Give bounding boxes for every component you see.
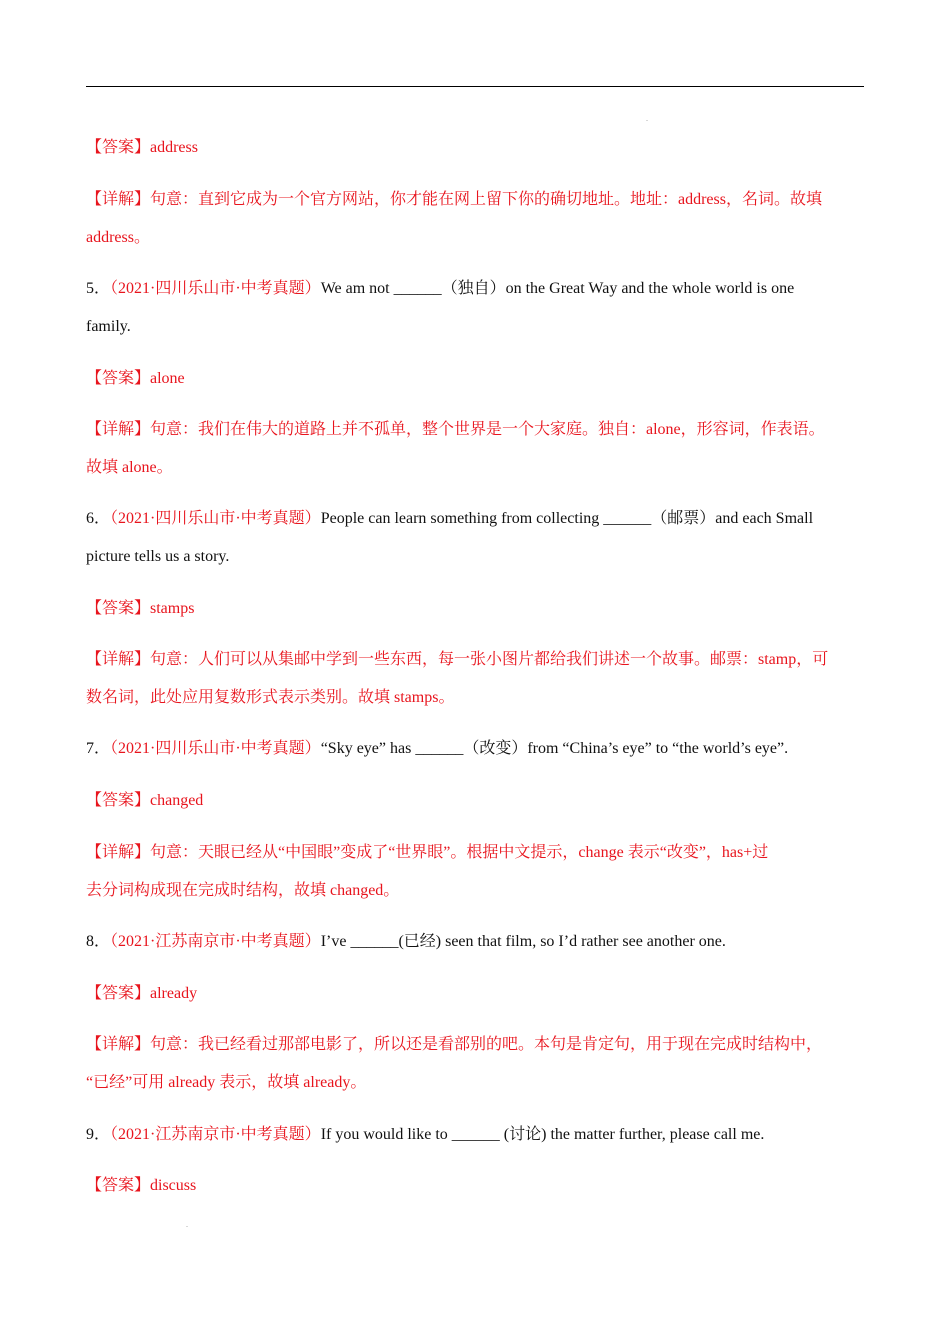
detail-line: 数名词，此处应用复数形式表示类别。故填 stamps。 [86, 689, 455, 706]
question-source: （2021·四川乐山市·中考真题） [110, 740, 321, 757]
question-line: picture tells us a story. [86, 548, 230, 565]
question-source: （2021·四川乐山市·中考真题） [110, 510, 321, 527]
answer-line: 【答案】changed [86, 792, 204, 809]
stray-mark: . [646, 114, 648, 123]
detail-line: 去分词构成现在完成时结构，故填 changed。 [86, 882, 400, 899]
answer-line: 【答案】discuss [86, 1177, 197, 1194]
detail-line: 【详解】句意：我们在伟大的道路上并不孤单，整个世界是一个大家庭。独自：alone，形容词，作表语。 [86, 421, 825, 438]
question-line [86, 739, 866, 759]
question-number: 7． [86, 740, 111, 757]
question-source: （2021·江苏南京市·中考真题） [110, 933, 321, 950]
question-text: I’ve ______(已经) seen that film, so I’d rather see another one. [320, 933, 726, 950]
question-source: （2021·四川乐山市·中考真题） [110, 280, 321, 297]
question-line [86, 932, 866, 952]
question-number: 5． [86, 280, 111, 297]
question-source: （2021·江苏南京市·中考真题） [110, 1126, 321, 1143]
header-rule [86, 86, 864, 87]
question-number: 6． [86, 510, 111, 527]
question-line: family. [86, 318, 131, 335]
detail-line: address。 [86, 229, 150, 246]
detail-line: 【详解】句意：天眼已经从“中国眼”变成了“世界眼”。根据中文提示，change 表示“改变”，has+过 [86, 844, 769, 861]
question-text: If you would like to ______ (讨论) the matter further, please call me. [320, 1126, 765, 1143]
question-text: We am not ______（独自）on the Great Way and the whole world is one [320, 280, 795, 297]
question-line [86, 1125, 866, 1145]
answer-line: 【答案】stamps [86, 600, 195, 617]
answer-line: 【答案】address [86, 139, 198, 156]
detail-line: 【详解】句意：我已经看过那部电影了，所以还是看部别的吧。本句是肯定句，用于现在完成时结构中， [86, 1036, 823, 1053]
question-line [86, 509, 866, 529]
question-line [86, 279, 866, 299]
question-number: 9． [86, 1126, 111, 1143]
answer-line: 【答案】already [86, 985, 198, 1002]
question-text: People can learn something from collecting ______（邮票）and each Small [320, 510, 814, 527]
detail-line: 【详解】句意：人们可以从集邮中学到一些东西，每一张小图片都给我们讲述一个故事。邮票：stamp，可 [86, 651, 829, 668]
detail-line: 【详解】句意：直到它成为一个官方网站，你才能在网上留下你的确切地址。地址：address，名词。故填 [86, 191, 822, 208]
stray-mark: . [186, 1220, 188, 1229]
detail-line: 故填 alone。 [86, 459, 173, 476]
detail-line: “已经”可用 already 表示，故填 already。 [86, 1074, 367, 1091]
question-text: “Sky eye” has ______（改变）from “China’s eye” to “the world’s eye”. [320, 740, 789, 757]
answer-line: 【答案】alone [86, 370, 185, 387]
question-number: 8． [86, 933, 111, 950]
